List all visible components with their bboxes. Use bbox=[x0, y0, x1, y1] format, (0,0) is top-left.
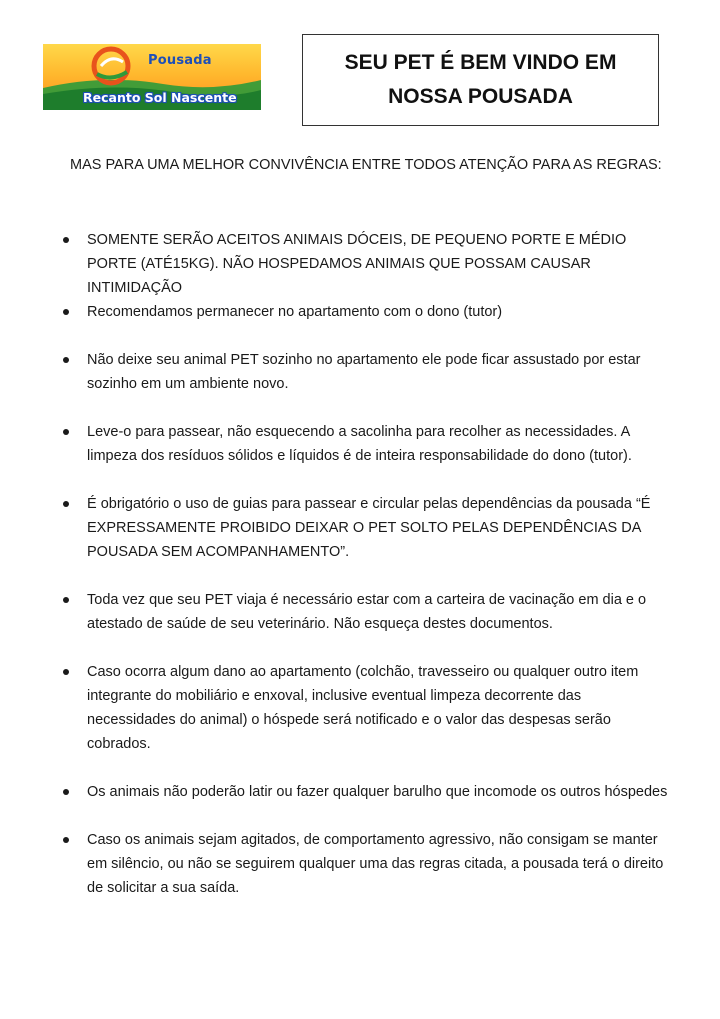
intro-text: MAS PARA UMA MELHOR CONVIVÊNCIA ENTRE TODOS ATENÇÃO PARA AS REGRAS: bbox=[70, 157, 662, 173]
page-title-line-1: SEU PET É BEM VINDO EM bbox=[344, 51, 617, 74]
rule-text: Caso ocorra algum dano ao apartamento (colchão, travesseiro ou qualquer outro item integrante do mobiliário e enxoval, inclusive eventual limpeza decorrente das necessidades do animal) o hóspede será notificado e o valor das despesas serão cobrados. bbox=[87, 664, 639, 752]
rule-item bbox=[62, 348, 672, 396]
rule-text: Leve-o para passear, não esquecendo a sacolinha para recolher as necessidades. A limpeza dos resíduos sólidos e líquidos é de inteira responsabilidade do dono (tutor). bbox=[87, 424, 632, 464]
rule-text: Não deixe seu animal PET sozinho no apartamento ele pode ficar assustado por estar sozinho em um ambiente novo. bbox=[87, 352, 641, 392]
rule-item bbox=[62, 300, 672, 324]
bullet-icon bbox=[63, 429, 69, 435]
rule-text: É obrigatório o uso de guias para passear e circular pelas dependências da pousada “É EXPRESSAMENTE PROIBIDO DEIXAR O PET SOLTO PELAS DEPENDÊNCIAS DA POUSADA SEM ACOMPANHAMENTO”. bbox=[87, 496, 651, 560]
bullet-icon bbox=[63, 597, 69, 603]
rules-list bbox=[62, 228, 672, 900]
logo-top-text: Pousada bbox=[148, 53, 212, 68]
pousada-logo bbox=[43, 44, 261, 110]
bullet-icon bbox=[63, 237, 69, 243]
logo-bottom-text: Recanto Sol Nascente bbox=[83, 90, 237, 105]
rule-item bbox=[62, 828, 672, 900]
rule-text: Os animais não poderão latir ou fazer qualquer barulho que incomode os outros hóspedes bbox=[87, 784, 668, 800]
page-title-line-2: NOSSA POUSADA bbox=[388, 85, 573, 108]
rule-item bbox=[62, 420, 672, 468]
rule-item bbox=[62, 660, 672, 756]
rule-item bbox=[62, 492, 672, 564]
rule-item bbox=[62, 780, 672, 804]
rule-text: Caso os animais sejam agitados, de comportamento agressivo, não consigam se manter em silêncio, ou não se seguirem qualquer uma das regras citada, a pousada terá o direito de solicitar a sua saída. bbox=[87, 832, 664, 896]
rule-text: Toda vez que seu PET viaja é necessário estar com a carteira de vacinação em dia e o atestado de saúde de seu veterinário. Não esqueça destes documentos. bbox=[87, 592, 647, 632]
bullet-icon bbox=[63, 357, 69, 363]
bullet-icon bbox=[63, 309, 69, 315]
bullet-icon bbox=[63, 837, 69, 843]
bullet-icon bbox=[63, 669, 69, 675]
page-title-box bbox=[302, 34, 659, 126]
bullet-icon bbox=[63, 789, 69, 795]
rule-item bbox=[62, 588, 672, 636]
rule-item bbox=[62, 228, 672, 300]
bullet-icon bbox=[63, 501, 69, 507]
rule-text: Recomendamos permanecer no apartamento com o dono (tutor) bbox=[87, 304, 503, 320]
rule-text: SOMENTE SERÃO ACEITOS ANIMAIS DÓCEIS, DE PEQUENO PORTE E MÉDIO PORTE (ATÉ15KG). NÃO HOSPEDAMOS ANIMAIS QUE POSSAM CAUSAR INTIMIDAÇÃO bbox=[87, 232, 627, 296]
